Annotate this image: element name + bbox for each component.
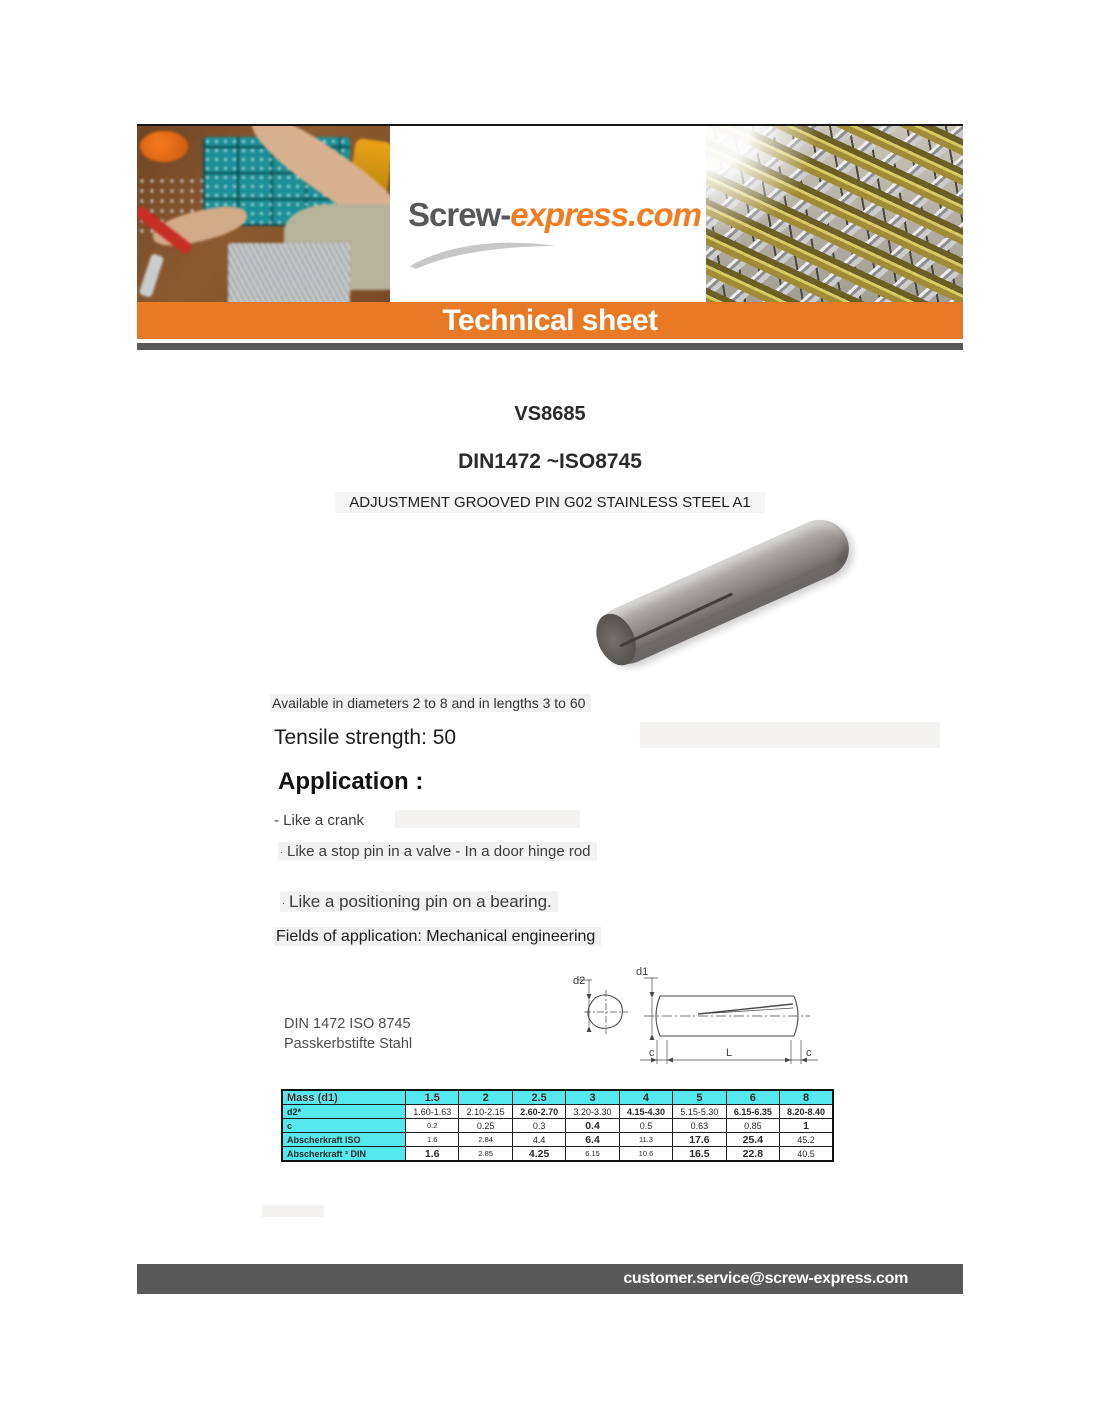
table-cell: 6.15	[566, 1147, 619, 1162]
bullet-marker: ·	[280, 847, 283, 858]
table-header-size: 5	[673, 1090, 726, 1105]
bullet-marker: ·	[282, 897, 285, 908]
application-bullet-3: · Like a positioning pin on a bearing.	[280, 892, 558, 912]
table-cell: 4.25	[512, 1147, 565, 1162]
table-cell: 25.4	[726, 1133, 779, 1147]
table-cell: 22.8	[726, 1147, 779, 1162]
table-cell: 6.15-6.35	[726, 1105, 779, 1119]
logo-text-express: express.com	[510, 196, 702, 233]
diagram-label-c-left: c	[649, 1047, 655, 1059]
table-cell: 0.25	[459, 1119, 512, 1133]
table-cell: 8.20-8.40	[780, 1105, 833, 1119]
row-label: Abscherkraft ISO	[282, 1133, 406, 1147]
table-cell: 0.3	[512, 1119, 565, 1133]
application-bullet-2: · Like a stop pin in a valve - In a door hinge rod	[278, 843, 597, 860]
logo-swoosh	[408, 230, 558, 270]
row-label: c	[282, 1119, 406, 1133]
table-cell: 0.4	[566, 1119, 619, 1133]
table-cell: 2.85	[459, 1147, 512, 1162]
table-cell: 1	[780, 1119, 833, 1133]
diagram-caption-line1: DIN 1472 ISO 8745	[284, 1016, 411, 1032]
table-cell: 0.85	[726, 1119, 779, 1133]
table-row-d2	[282, 1105, 833, 1119]
product-photo-grooved-pin	[560, 505, 890, 670]
table-cell: 0.63	[673, 1119, 726, 1133]
bullet-marker: -	[274, 812, 279, 829]
workbench-collage	[137, 126, 390, 304]
footer-bar	[137, 1264, 963, 1294]
tensile-strength: Tensile strength: 50	[274, 726, 457, 749]
header-photo-screw-pile	[706, 126, 963, 304]
table-header-size: 6	[726, 1090, 779, 1105]
table-header-size: 4	[619, 1090, 672, 1105]
tape-measure-shape	[140, 131, 188, 161]
table-cell: 16.5	[673, 1147, 726, 1162]
application-bullet-1: - Like a crank	[274, 812, 365, 829]
table-row-c	[282, 1119, 833, 1133]
table-cell: 11.3	[619, 1133, 672, 1147]
product-description: ADJUSTMENT GROOVED PIN G02 STAINLESS STEEL A1	[137, 494, 963, 511]
table-header-size: 3	[566, 1090, 619, 1105]
screw-tray-shape	[228, 243, 349, 304]
table-header-size: 1.5	[406, 1090, 459, 1105]
spec-table	[281, 1089, 834, 1162]
table-header-mass: Mass (d1)	[282, 1090, 406, 1105]
grooved-pin-shape	[588, 511, 858, 674]
table-row-abscherkraft-iso	[282, 1133, 833, 1147]
diagram-label-L: L	[726, 1047, 733, 1059]
product-standard: DIN1472 ~ISO8745	[458, 450, 642, 473]
table-cell: 4.15-4.30	[619, 1105, 672, 1119]
diagram-label-c-right: c	[806, 1047, 812, 1059]
scan-artifact	[640, 722, 940, 748]
table-cell: 2.10-2.15	[459, 1105, 512, 1119]
table-header-size: 8	[780, 1090, 833, 1105]
table-cell: 1.60-1.63	[406, 1105, 459, 1119]
wrench-shape	[138, 253, 163, 298]
divider-stripe	[137, 343, 963, 350]
footer-email: customer.service@screw-express.com	[623, 1270, 908, 1287]
application-heading: Application :	[278, 768, 424, 795]
table-header-size: 2	[459, 1090, 512, 1105]
technical-drawing	[548, 960, 843, 1078]
table-cell: 17.6	[673, 1133, 726, 1147]
table-cell: 4.4	[512, 1133, 565, 1147]
availability-note: Available in diameters 2 to 8 and in lengths 3 to 60	[270, 695, 591, 711]
scan-artifact	[395, 810, 580, 828]
diagram-label-d1: d1	[636, 966, 649, 978]
table-cell: 0.5	[619, 1119, 672, 1133]
fields-of-application: Fields of application: Mechanical engineering	[274, 928, 601, 946]
brand-logo	[408, 196, 708, 234]
header	[137, 124, 963, 304]
logo-text-screw: Screw-	[408, 196, 511, 233]
table-cell: 1.6	[406, 1133, 459, 1147]
product-titles	[137, 403, 963, 511]
table-cell: 3.20-3.30	[566, 1105, 619, 1119]
technical-sheet-banner	[137, 302, 963, 339]
table-cell: 2.60-2.70	[512, 1105, 565, 1119]
table-cell: 5.15-5.30	[673, 1105, 726, 1119]
diagram-label-d2: d2	[573, 975, 586, 987]
logo-area	[390, 126, 706, 304]
table-cell: 1.6	[406, 1147, 459, 1162]
table-cell: 0.2	[406, 1119, 459, 1133]
diagram-caption	[284, 1014, 412, 1054]
table-cell: 45.2	[780, 1133, 833, 1147]
table-row-abscherkraft-din	[282, 1147, 833, 1162]
header-photo-workbench	[137, 126, 390, 304]
table-cell: 2.84	[459, 1133, 512, 1147]
table-cell: 40.5	[780, 1147, 833, 1162]
row-label: d2*	[282, 1105, 406, 1119]
product-code: VS8685	[514, 403, 586, 425]
table-header-row	[282, 1090, 833, 1105]
row-label: Abscherkraft ² DIN	[282, 1147, 406, 1162]
diagram-caption-line2: Passkerbstifte Stahl	[284, 1036, 413, 1052]
table-cell: 10.6	[619, 1147, 672, 1162]
table-cell: 6.4	[566, 1133, 619, 1147]
table-header-size: 2.5	[512, 1090, 565, 1105]
scan-artifact	[262, 1205, 324, 1217]
banner-title: Technical sheet	[442, 303, 658, 337]
